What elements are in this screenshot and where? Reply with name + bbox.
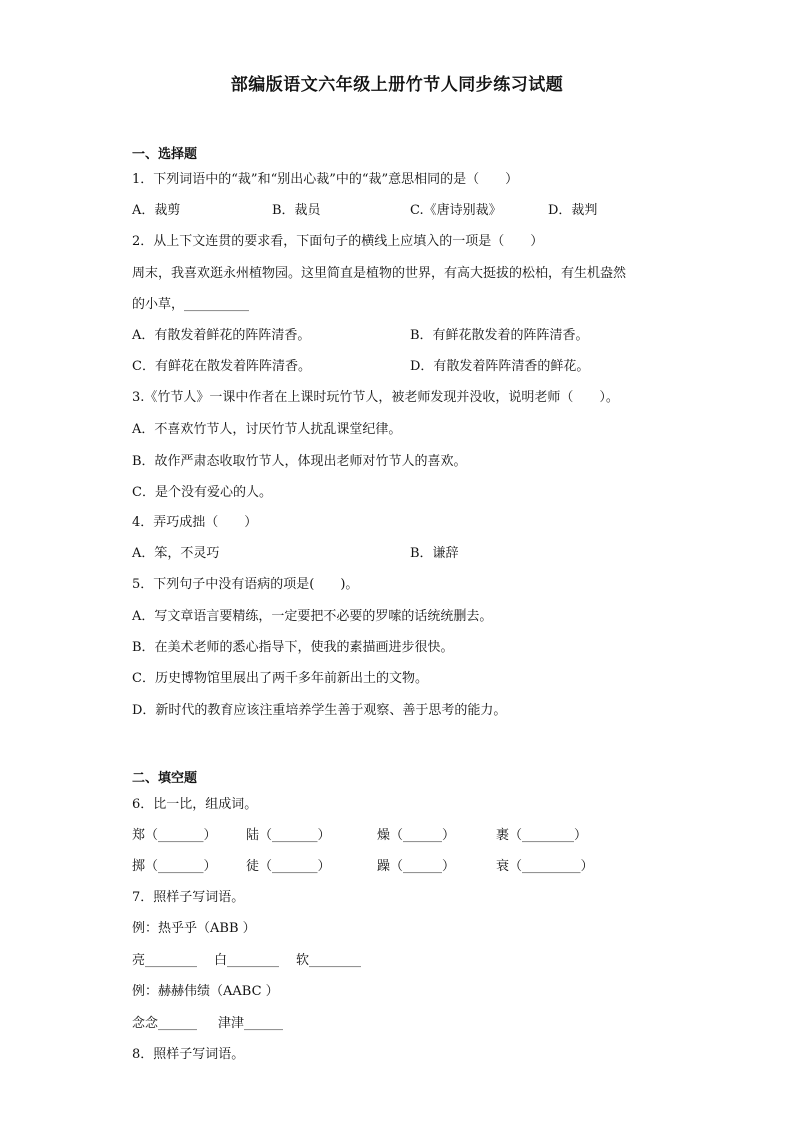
q7-blank-ruan: 软________: [296, 953, 362, 968]
q3-option-c: C．是个没有爱心的人。: [132, 485, 272, 500]
q2-option-b: B．有鲜花散发着的阵阵清香。: [410, 328, 589, 343]
q2-option-d: D．有散发着阵阵清香的鲜花。: [410, 359, 590, 374]
q2-passage-line1: 周末，我喜欢逛永州植物园。这里简直是植物的世界，有高大挺拔的松柏，有生机盎然: [132, 266, 627, 281]
q6-item-lu: 陆（_______）: [246, 828, 331, 843]
question-2: 2．从上下文连贯的要求看，下面句子的横线上应填入的一项是（ ）: [132, 234, 544, 249]
q2-passage-line2: 的小草，__________: [132, 297, 250, 312]
question-4: 4．弄巧成拙（ ）: [132, 515, 258, 530]
page-title: 部编版语文六年级上册竹节人同步练习试题: [230, 75, 564, 95]
question-6: 6．比一比，组成词。: [132, 797, 258, 812]
q5-option-c: C．历史博物馆里展出了两千多年前新出土的文物。: [132, 671, 428, 686]
q1-option-b: B．裁员: [272, 203, 321, 218]
section-heading-fill: 二、填空题: [132, 771, 198, 786]
q7-blank-jinjin: 津津______: [218, 1016, 284, 1031]
question-1: 1．下列词语中的“裁”和“别出心裁”中的“裁”意思相同的是（ ）: [132, 172, 519, 187]
q1-option-a: A．裁剪: [132, 203, 181, 218]
q3-option-a: A．不喜欢竹节人，讨厌竹节人扰乱课堂纪律。: [132, 422, 402, 437]
section-heading-choice: 一、选择题: [132, 147, 198, 162]
q1-option-c: C.《唐诗别裁》: [410, 203, 502, 218]
q6-item-zhi: 掷（_______）: [132, 859, 217, 874]
q6-item-shuai: 衰（_________）: [496, 859, 594, 874]
question-8: 8．照样子写词语。: [132, 1047, 245, 1062]
q4-option-a: A．笨，不灵巧: [132, 546, 220, 561]
q6-item-zao-foot: 躁（______）: [377, 859, 456, 874]
q5-option-b: B．在美术老师的悉心指导下，使我的素描画进步很快。: [132, 640, 454, 655]
q6-item-zao-fire: 燥（______）: [377, 828, 456, 843]
q5-option-d: D．新时代的教育应该注重培养学生善于观察、善于思考的能力。: [132, 703, 507, 718]
q6-item-zheng: 郑（_______）: [132, 828, 217, 843]
question-3: 3.《竹节人》一课中作者在上课时玩竹节人，被老师发现并没收，说明老师（ ）。: [132, 390, 619, 405]
q7-blank-liang: 亮________: [132, 953, 198, 968]
q2-option-c: C．有鲜花在散发着阵阵清香。: [132, 359, 311, 374]
q1-option-d: D．裁判: [548, 203, 598, 218]
question-7: 7．照样子写词语。: [132, 890, 245, 905]
q6-item-guo: 裹（________）: [496, 828, 588, 843]
q7-blank-niannian: 念念______: [132, 1016, 198, 1031]
q3-option-b: B．故作严肃态收取竹节人，体现出老师对竹节人的喜欢。: [132, 454, 467, 469]
q7-example-abb: 例：热乎乎（ABB ）: [132, 921, 256, 936]
question-5: 5．下列句子中没有语病的项是( )。: [132, 577, 359, 592]
q5-option-a: A．写文章语言要精练，一定要把不必要的罗嗦的话统统删去。: [132, 609, 493, 624]
q4-option-b: B．谦辞: [410, 546, 459, 561]
q2-option-a: A．有散发着鲜花的阵阵清香。: [132, 328, 311, 343]
q7-example-aabc: 例：赫赫伟绩（AABC ）: [132, 984, 279, 999]
q6-item-tu: 徒（_______）: [246, 859, 331, 874]
q7-blank-bai: 白________: [214, 953, 280, 968]
